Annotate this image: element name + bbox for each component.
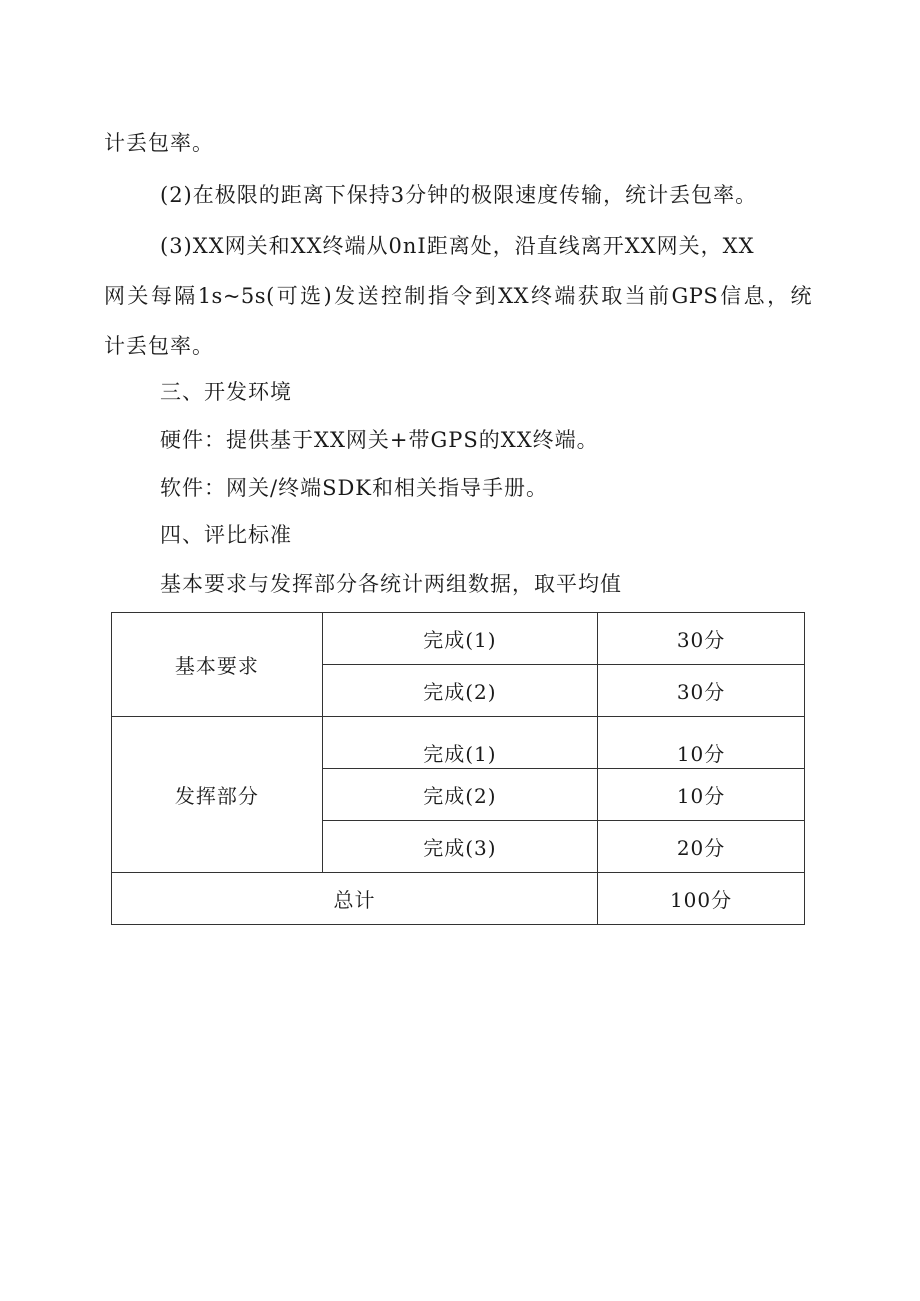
software-line: 软件：网关/终端SDK和相关指导手册。: [160, 476, 548, 500]
table-cell-score: 10分: [598, 769, 805, 821]
basic-requirements-label: 基本要求: [112, 613, 323, 717]
table-cell-item: 完成(2): [322, 769, 597, 821]
paragraph-1-tail: 计丢包率。: [104, 131, 214, 155]
section-heading-3: 三、开发环境: [160, 380, 292, 404]
section-heading-4: 四、评比标准: [160, 523, 292, 547]
hardware-line: 硬件：提供基于XX网关+带GPS的XX终端。: [160, 428, 599, 452]
scoring-table: [111, 612, 805, 925]
table-row: [112, 717, 805, 769]
table-cell-score: 30分: [598, 665, 805, 717]
table-cell-item: 完成(2): [322, 665, 597, 717]
paragraph-3-line-3: 计丢包率。: [104, 334, 214, 358]
total-label: 总计: [112, 873, 598, 925]
extended-part-label: 发挥部分: [112, 717, 323, 873]
total-score: 100分: [598, 873, 805, 925]
table-cell-item: 完成(1): [322, 613, 597, 665]
paragraph-3-line-1: (3)XX网关和XX终端从0nI距离处，沿直线离开XX网关，XX: [160, 234, 755, 258]
table-cell-score: 10分: [598, 717, 805, 769]
table-intro: 基本要求与发挥部分各统计两组数据，取平均值: [160, 572, 622, 596]
table-cell-score: 30分: [598, 613, 805, 665]
table-cell-score: 20分: [598, 821, 805, 873]
table-row: [112, 613, 805, 665]
paragraph-2: (2)在极限的距离下保持3分钟的极限速度传输，统计丢包率。: [160, 183, 758, 207]
paragraph-3-line-2: 网关每隔1s~5s(可选)发送控制指令到XX终端获取当前GPS信息，统: [104, 284, 812, 308]
table-cell-item: 完成(1): [322, 717, 597, 769]
table-cell-item: 完成(3): [322, 821, 597, 873]
table-row: [112, 873, 805, 925]
